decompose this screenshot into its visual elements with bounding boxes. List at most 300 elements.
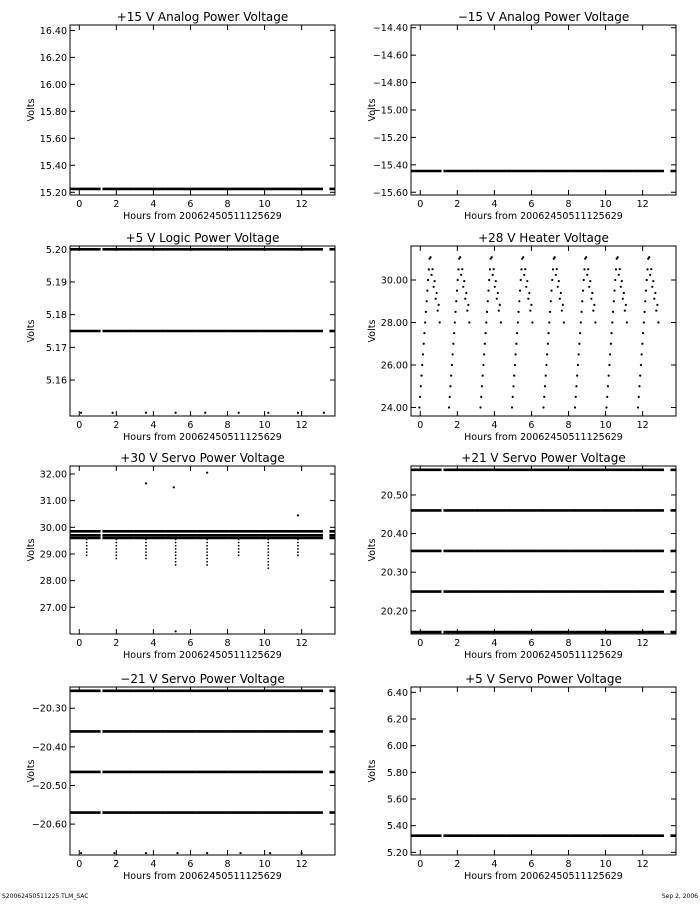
data-point [297, 542, 299, 544]
data-point [491, 256, 493, 258]
data-point [487, 300, 489, 302]
data-point [592, 310, 594, 312]
y-tick-label: 28.00 [380, 318, 408, 329]
y-tick-label: 30.00 [380, 275, 408, 287]
data-point [267, 551, 269, 553]
data-point [175, 545, 177, 547]
data-point [175, 561, 177, 563]
data-point [175, 548, 177, 550]
y-tick-label: −20.30 [31, 703, 67, 715]
data-point [433, 286, 435, 288]
data-point [482, 364, 484, 366]
data-point [482, 375, 484, 377]
data-point [525, 286, 527, 288]
data-point [484, 332, 486, 334]
data-point [86, 542, 88, 544]
data-point [267, 545, 269, 547]
chart-panel-8 [367, 672, 676, 882]
y-tick-label: 30.00 [39, 522, 67, 534]
chart-title: +30 V Servo Power Voltage [120, 451, 285, 465]
data-point [297, 554, 299, 556]
data-point [239, 852, 241, 854]
data-point [492, 274, 494, 276]
chart-title: −21 V Servo Power Voltage [120, 672, 285, 686]
data-point [145, 545, 147, 547]
data-point [465, 292, 467, 294]
x-tick-label: 0 [76, 199, 83, 210]
data-point [269, 852, 271, 854]
data-point [529, 310, 531, 312]
data-point [587, 268, 589, 270]
data-point [557, 286, 559, 288]
y-tick-label: 5.40 [386, 821, 408, 833]
data-point [463, 280, 465, 282]
data-point [512, 385, 514, 387]
data-point [493, 268, 495, 270]
data-point [642, 332, 644, 334]
x-tick-label: 4 [150, 859, 157, 870]
y-tick-label: 16.00 [39, 79, 67, 91]
data-point [494, 286, 496, 288]
data-point [548, 321, 550, 323]
data-point [657, 321, 659, 323]
data-point [267, 412, 269, 414]
x-tick-label: 4 [150, 638, 157, 649]
data-point [588, 286, 590, 288]
y-tick-label: 5.19 [45, 277, 67, 289]
y-tick-label: 31.00 [39, 496, 67, 508]
data-point [297, 545, 299, 547]
y-axis-label: Volts [367, 759, 378, 783]
data-series [69, 249, 335, 414]
data-point [487, 290, 489, 292]
y-tick-label: −15.00 [372, 105, 408, 117]
data-point [267, 548, 269, 550]
data-point [86, 554, 88, 556]
x-axis-label: Hours from 20062450511125629 [464, 650, 623, 661]
data-point [498, 310, 500, 312]
data-point [651, 286, 653, 288]
x-tick-label: 0 [417, 420, 424, 431]
data-series [418, 256, 659, 408]
y-tick-label: 16.20 [39, 52, 67, 64]
data-point [451, 364, 453, 366]
data-point [563, 321, 565, 323]
data-point [238, 551, 240, 553]
plot-frame [411, 25, 676, 195]
data-point [619, 268, 621, 270]
data-point [638, 396, 640, 398]
y-tick-label: 15.40 [39, 160, 67, 172]
x-tick-label: 4 [150, 420, 157, 431]
data-point [423, 343, 425, 345]
x-axis-label: Hours from 20062450511125629 [123, 432, 282, 443]
data-point [646, 268, 648, 270]
chart-panel-4 [367, 231, 676, 443]
data-point [613, 300, 615, 302]
data-point [551, 279, 553, 281]
data-point [626, 321, 628, 323]
x-tick-label: 12 [295, 199, 308, 210]
y-tick-label: 6.40 [386, 687, 408, 699]
data-point [206, 472, 208, 474]
x-tick-label: 12 [636, 859, 649, 870]
x-tick-label: 4 [150, 199, 157, 210]
x-axis-label: Hours from 20062450511125629 [464, 432, 623, 443]
data-point [578, 353, 580, 355]
data-point [520, 268, 522, 270]
data-point [514, 364, 516, 366]
data-point [175, 412, 177, 414]
x-tick-label: 8 [224, 859, 231, 870]
data-point [297, 548, 299, 550]
data-point [580, 311, 582, 313]
data-point [496, 298, 498, 300]
chart-title: +5 V Logic Power Voltage [125, 231, 280, 245]
data-point [583, 268, 585, 270]
data-point [173, 486, 175, 488]
data-point [583, 279, 585, 281]
x-tick-label: 10 [599, 199, 612, 210]
data-point [615, 268, 617, 270]
data-point [238, 542, 240, 544]
data-point [606, 396, 608, 398]
data-point [455, 300, 457, 302]
chart-title: −15 V Analog Power Voltage [457, 10, 630, 24]
data-point [547, 343, 549, 345]
data-point [562, 304, 564, 306]
data-point [145, 542, 147, 544]
data-point [485, 321, 487, 323]
chart-title: +15 V Analog Power Voltage [116, 10, 289, 24]
data-point [437, 310, 439, 312]
data-point [86, 538, 88, 540]
data-point [267, 561, 269, 563]
data-point [484, 343, 486, 345]
x-tick-label: 0 [76, 420, 83, 431]
data-point [430, 274, 432, 276]
y-tick-label: 6.00 [386, 741, 408, 753]
y-tick-label: −14.60 [372, 50, 408, 62]
data-point [145, 558, 147, 560]
data-point [86, 545, 88, 547]
plot-frame [70, 25, 335, 195]
data-point [461, 268, 463, 270]
x-tick-label: 10 [258, 638, 271, 649]
data-point [643, 311, 645, 313]
data-point [576, 375, 578, 377]
data-point [558, 280, 560, 282]
data-point [438, 304, 440, 306]
data-point [206, 564, 208, 566]
data-point [623, 292, 625, 294]
data-point [297, 514, 299, 516]
x-axis-label: Hours from 20062450511125629 [123, 871, 282, 882]
data-point [115, 548, 117, 550]
data-point [424, 321, 426, 323]
x-tick-label: 12 [636, 420, 649, 431]
y-tick-label: −20.60 [31, 819, 67, 831]
x-tick-label: 0 [76, 859, 83, 870]
data-point [481, 385, 483, 387]
data-point [547, 332, 549, 334]
data-point [488, 279, 490, 281]
y-tick-label: 27.00 [39, 602, 67, 614]
data-point [238, 412, 240, 414]
data-point [206, 548, 208, 550]
x-tick-label: 4 [491, 859, 498, 870]
data-point [267, 554, 269, 556]
data-point [145, 548, 147, 550]
data-point [429, 256, 431, 258]
data-point [550, 300, 552, 302]
data-point [468, 321, 470, 323]
data-point [467, 304, 469, 306]
data-point [448, 406, 450, 408]
x-tick-label: 8 [565, 199, 572, 210]
x-axis-label: Hours from 20062450511125629 [123, 211, 282, 222]
data-point [145, 852, 147, 854]
data-point [561, 310, 563, 312]
data-point [145, 551, 147, 553]
data-point [530, 304, 532, 306]
data-point [546, 353, 548, 355]
x-tick-label: 2 [113, 199, 120, 210]
plot-frame [70, 466, 335, 634]
data-point [418, 406, 420, 408]
data-point [518, 300, 520, 302]
data-point [644, 300, 646, 302]
data-point [297, 551, 299, 553]
data-point [479, 406, 481, 408]
data-point [559, 298, 561, 300]
data-point [589, 280, 591, 282]
data-point [655, 310, 657, 312]
data-point [420, 375, 422, 377]
data-point [206, 551, 208, 553]
data-series [69, 472, 335, 633]
y-tick-label: 5.60 [386, 794, 408, 806]
data-point [641, 343, 643, 345]
data-point [645, 290, 647, 292]
data-point [145, 482, 147, 484]
x-axis-label: Hours from 20062450511125629 [464, 871, 623, 882]
data-point [435, 298, 437, 300]
data-point [527, 298, 529, 300]
data-point [586, 274, 588, 276]
y-tick-label: 5.80 [386, 767, 408, 779]
data-point [500, 321, 502, 323]
data-point [115, 545, 117, 547]
data-point [594, 321, 596, 323]
data-point [115, 542, 117, 544]
data-point [431, 268, 433, 270]
chart-title: +5 V Servo Power Voltage [465, 672, 622, 686]
data-point [204, 412, 206, 414]
x-axis-label: Hours from 20062450511125629 [123, 650, 282, 661]
data-point [175, 538, 177, 540]
data-point [175, 554, 177, 556]
y-axis-label: Volts [367, 538, 378, 562]
x-tick-label: 2 [113, 638, 120, 649]
x-tick-label: 8 [224, 638, 231, 649]
data-point [531, 321, 533, 323]
data-point [543, 396, 545, 398]
data-series [69, 691, 335, 854]
x-tick-label: 6 [528, 638, 535, 649]
data-point [639, 375, 641, 377]
data-point [466, 310, 468, 312]
data-point [428, 268, 430, 270]
data-point [607, 385, 609, 387]
data-point [622, 298, 624, 300]
data-point [267, 542, 269, 544]
data-point [554, 256, 556, 258]
data-point [648, 256, 650, 258]
data-point [462, 286, 464, 288]
data-point [238, 548, 240, 550]
x-tick-label: 4 [491, 420, 498, 431]
data-point [486, 311, 488, 313]
data-point [439, 321, 441, 323]
data-point [454, 321, 456, 323]
x-tick-label: 6 [187, 638, 194, 649]
data-point [80, 412, 82, 414]
y-tick-label: 28.00 [39, 576, 67, 588]
data-point [206, 558, 208, 560]
data-point [575, 396, 577, 398]
data-point [323, 412, 325, 414]
data-point [577, 364, 579, 366]
data-point [421, 364, 423, 366]
data-point [617, 256, 619, 258]
x-tick-label: 2 [113, 859, 120, 870]
y-tick-label: 5.20 [45, 244, 67, 256]
data-point [452, 353, 454, 355]
data-point [456, 290, 458, 292]
x-tick-label: 12 [295, 638, 308, 649]
data-point [436, 292, 438, 294]
data-point [614, 279, 616, 281]
data-point [610, 343, 612, 345]
data-point [145, 538, 147, 540]
data-point [608, 364, 610, 366]
data-point [605, 406, 607, 408]
data-point [611, 321, 613, 323]
x-tick-label: 12 [295, 420, 308, 431]
y-tick-label: 29.00 [39, 549, 67, 561]
y-tick-label: 20.30 [380, 567, 408, 579]
y-tick-label: 6.20 [386, 714, 408, 726]
data-point [575, 385, 577, 387]
data-point [238, 538, 240, 540]
data-point [176, 852, 178, 854]
data-point [238, 545, 240, 547]
data-point [238, 554, 240, 556]
data-point [459, 256, 461, 258]
chart-panel-7 [26, 672, 335, 882]
y-tick-label: 15.60 [39, 133, 67, 145]
data-point [515, 343, 517, 345]
data-point [301, 852, 303, 854]
data-point [552, 268, 554, 270]
x-tick-label: 2 [113, 420, 120, 431]
data-point [609, 353, 611, 355]
x-tick-label: 8 [224, 420, 231, 431]
y-tick-label: 15.80 [39, 106, 67, 118]
data-point [574, 406, 576, 408]
y-tick-label: −20.40 [31, 742, 67, 754]
data-point [524, 268, 526, 270]
data-point [513, 375, 515, 377]
x-tick-label: 2 [454, 859, 461, 870]
data-point [526, 280, 528, 282]
data-point [646, 279, 648, 281]
data-point [620, 286, 622, 288]
y-tick-label: −15.40 [372, 160, 408, 172]
data-point [528, 292, 530, 294]
data-point [434, 280, 436, 282]
x-axis-label: Hours from 20062450511125629 [464, 211, 623, 222]
x-tick-label: 10 [258, 420, 271, 431]
chart-panel-3 [26, 231, 335, 443]
data-point [656, 304, 658, 306]
data-point [175, 542, 177, 544]
data-point [175, 551, 177, 553]
data-point [427, 279, 429, 281]
data-point [297, 538, 299, 540]
data-point [206, 554, 208, 556]
data-point [578, 343, 580, 345]
data-point [643, 321, 645, 323]
y-tick-label: 26.00 [380, 360, 408, 372]
data-point [650, 268, 652, 270]
data-point [652, 280, 654, 282]
x-tick-label: 2 [454, 420, 461, 431]
data-point [175, 558, 177, 560]
data-point [611, 332, 613, 334]
data-point [267, 538, 269, 540]
data-point [86, 548, 88, 550]
data-point [454, 311, 456, 313]
data-point [517, 311, 519, 313]
y-axis-label: Volts [26, 98, 37, 122]
data-point [545, 364, 547, 366]
y-tick-label: 32.00 [39, 469, 67, 481]
x-tick-label: 4 [491, 638, 498, 649]
data-point [556, 268, 558, 270]
x-tick-label: 12 [636, 638, 649, 649]
data-point [206, 542, 208, 544]
data-series [410, 470, 676, 632]
data-point [641, 353, 643, 355]
data-point [267, 567, 269, 569]
data-point [297, 412, 299, 414]
x-tick-label: 10 [599, 420, 612, 431]
data-point [113, 852, 115, 854]
data-point [522, 256, 524, 258]
x-tick-label: 6 [528, 859, 535, 870]
data-point [426, 300, 428, 302]
y-tick-label: 5.20 [386, 847, 408, 859]
x-tick-label: 6 [187, 199, 194, 210]
footer-left-label: S20062450511225.TLM_SAC [2, 893, 89, 900]
data-point [649, 274, 651, 276]
x-tick-label: 12 [636, 199, 649, 210]
data-point [520, 279, 522, 281]
data-point [621, 280, 623, 282]
data-point [612, 311, 614, 313]
